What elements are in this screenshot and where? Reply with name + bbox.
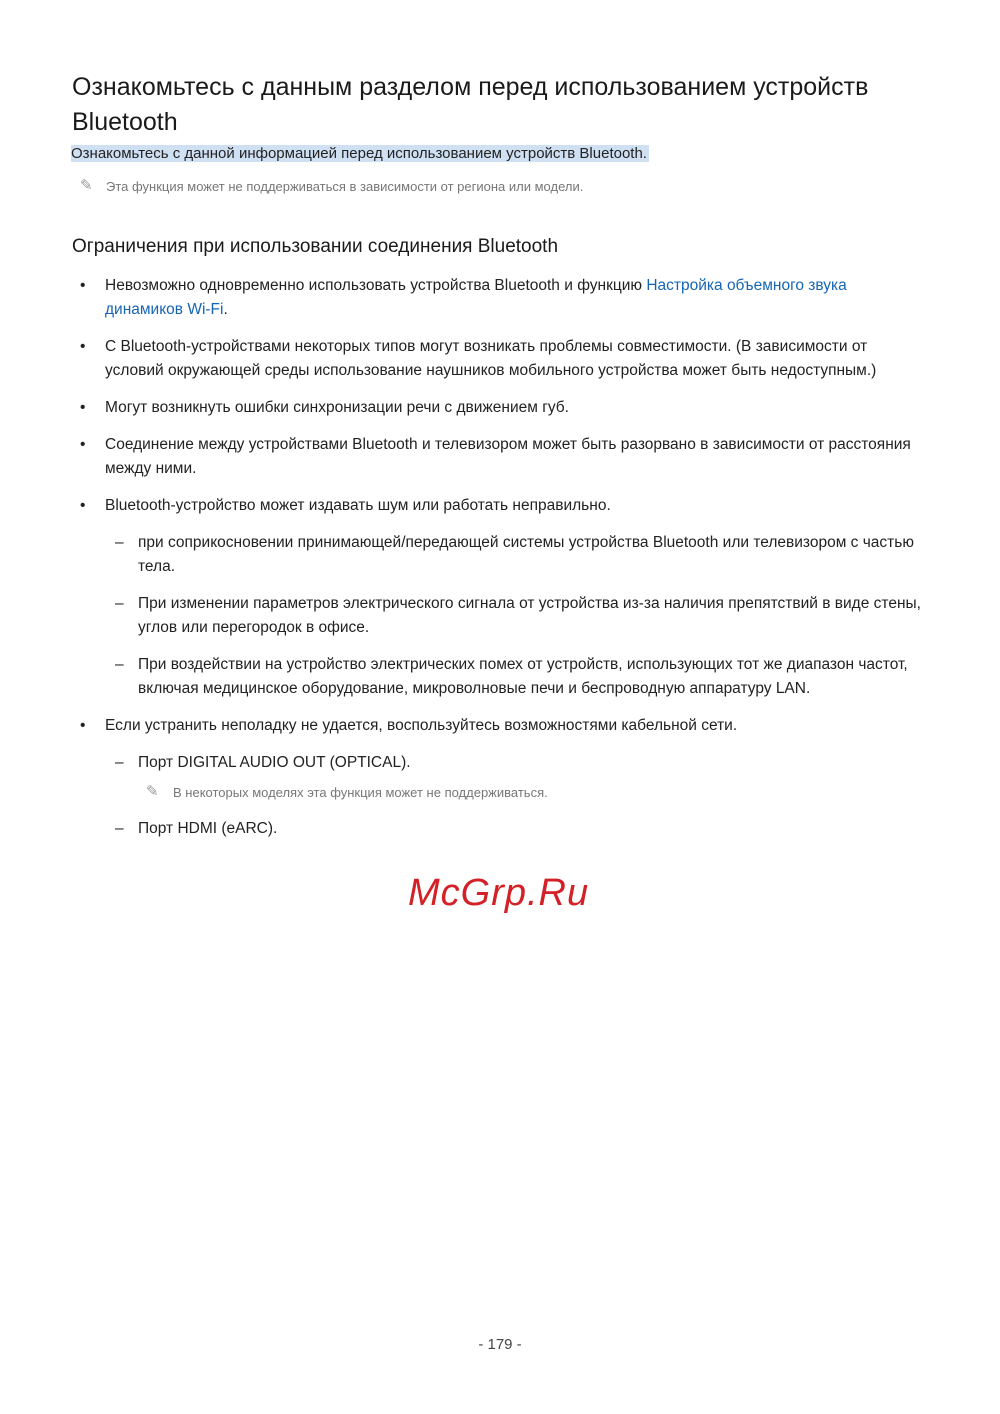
item-text: Порт DIGITAL AUDIO OUT (OPTICAL). bbox=[138, 754, 411, 771]
list-item bbox=[0, 396, 925, 420]
list-item bbox=[0, 433, 925, 481]
sub-list-item bbox=[0, 653, 928, 701]
page-title: Ознакомьтесь с данным разделом перед использованием устройств Bluetooth bbox=[72, 73, 869, 136]
item-text: При воздействии на устройство электрических помех от устройств, использующих тот же диапазон частот, включая медицинское оборудование, микроволновые печи и беспроводную аппаратуру LAN. bbox=[138, 656, 908, 697]
item-text: Bluetooth-устройство может издавать шум или работать неправильно. bbox=[105, 497, 611, 514]
section-title: Ограничения при использовании соединения Bluetooth bbox=[72, 236, 559, 257]
item-text: Невозможно одновременно использовать устройства Bluetooth и функцию bbox=[105, 277, 647, 294]
item-text: Соединение между устройствами Bluetooth и телевизором может быть разорвано в зависимости от расстояния между ними. bbox=[105, 436, 911, 477]
sub-list-item bbox=[0, 592, 928, 640]
item-text: Могут возникнуть ошибки синхронизации речи с движением губ. bbox=[105, 399, 569, 416]
dash: – bbox=[115, 534, 124, 551]
item-text: Порт HDMI (eARC). bbox=[138, 820, 278, 837]
bullet: • bbox=[80, 277, 86, 294]
subtitle-highlighted: Ознакомьтесь с данной информацией перед использованием устройств Bluetooth. bbox=[71, 145, 647, 162]
bullet: • bbox=[80, 497, 86, 514]
note bbox=[80, 178, 906, 196]
item-text: При изменении параметров электрического сигнала от устройства из-за наличия препятствий в виде стены, углов или перегородок в офисе. bbox=[138, 595, 921, 636]
item-text: С Bluetooth-устройствами некоторых типов могут возникать проблемы совместимости. (В зависимости от условий окружающей среды использование наушников мобильного устройства может быть недоступным.) bbox=[105, 338, 877, 379]
item-text: Если устранить неполадку не удается, воспользуйтесь возможностями кабельной сети. bbox=[105, 717, 738, 734]
bullet: • bbox=[80, 399, 86, 416]
wifi-surround-link[interactable]: Настройка объемного звука динамиков Wi-Fi bbox=[105, 277, 847, 318]
page-number: - 179 - bbox=[478, 1336, 522, 1353]
bullet: • bbox=[80, 436, 86, 453]
subtitle-row bbox=[71, 144, 1000, 164]
sub-list-item bbox=[0, 817, 928, 841]
sub-list-item bbox=[0, 531, 928, 579]
item-text: при соприкосновении принимающей/передающей системы устройства Bluetooth или телевизором с частью тела. bbox=[138, 534, 914, 575]
dash: – bbox=[115, 656, 124, 673]
restrictions-list bbox=[0, 274, 1000, 841]
list-item bbox=[0, 335, 925, 383]
bullet: • bbox=[80, 717, 86, 734]
note-text: В некоторых моделях эта функция может не поддерживаться. bbox=[173, 785, 548, 800]
sub-list-item bbox=[0, 751, 928, 775]
note-text: Эта функция может не поддерживаться в зависимости от региона или модели. bbox=[106, 179, 584, 194]
watermark: McGrp.Ru bbox=[408, 872, 590, 914]
pencil-note-icon: ✎ bbox=[80, 177, 93, 194]
dash: – bbox=[115, 820, 124, 837]
list-item bbox=[0, 274, 925, 322]
dash: – bbox=[115, 595, 124, 612]
page-content bbox=[0, 70, 1000, 915]
list-item bbox=[0, 714, 925, 738]
pencil-note-icon: ✎ bbox=[146, 783, 159, 800]
sub-note bbox=[0, 784, 1000, 802]
dash: – bbox=[115, 754, 124, 771]
item-text: . bbox=[223, 301, 228, 318]
bullet: • bbox=[80, 338, 86, 355]
list-item bbox=[0, 494, 925, 518]
